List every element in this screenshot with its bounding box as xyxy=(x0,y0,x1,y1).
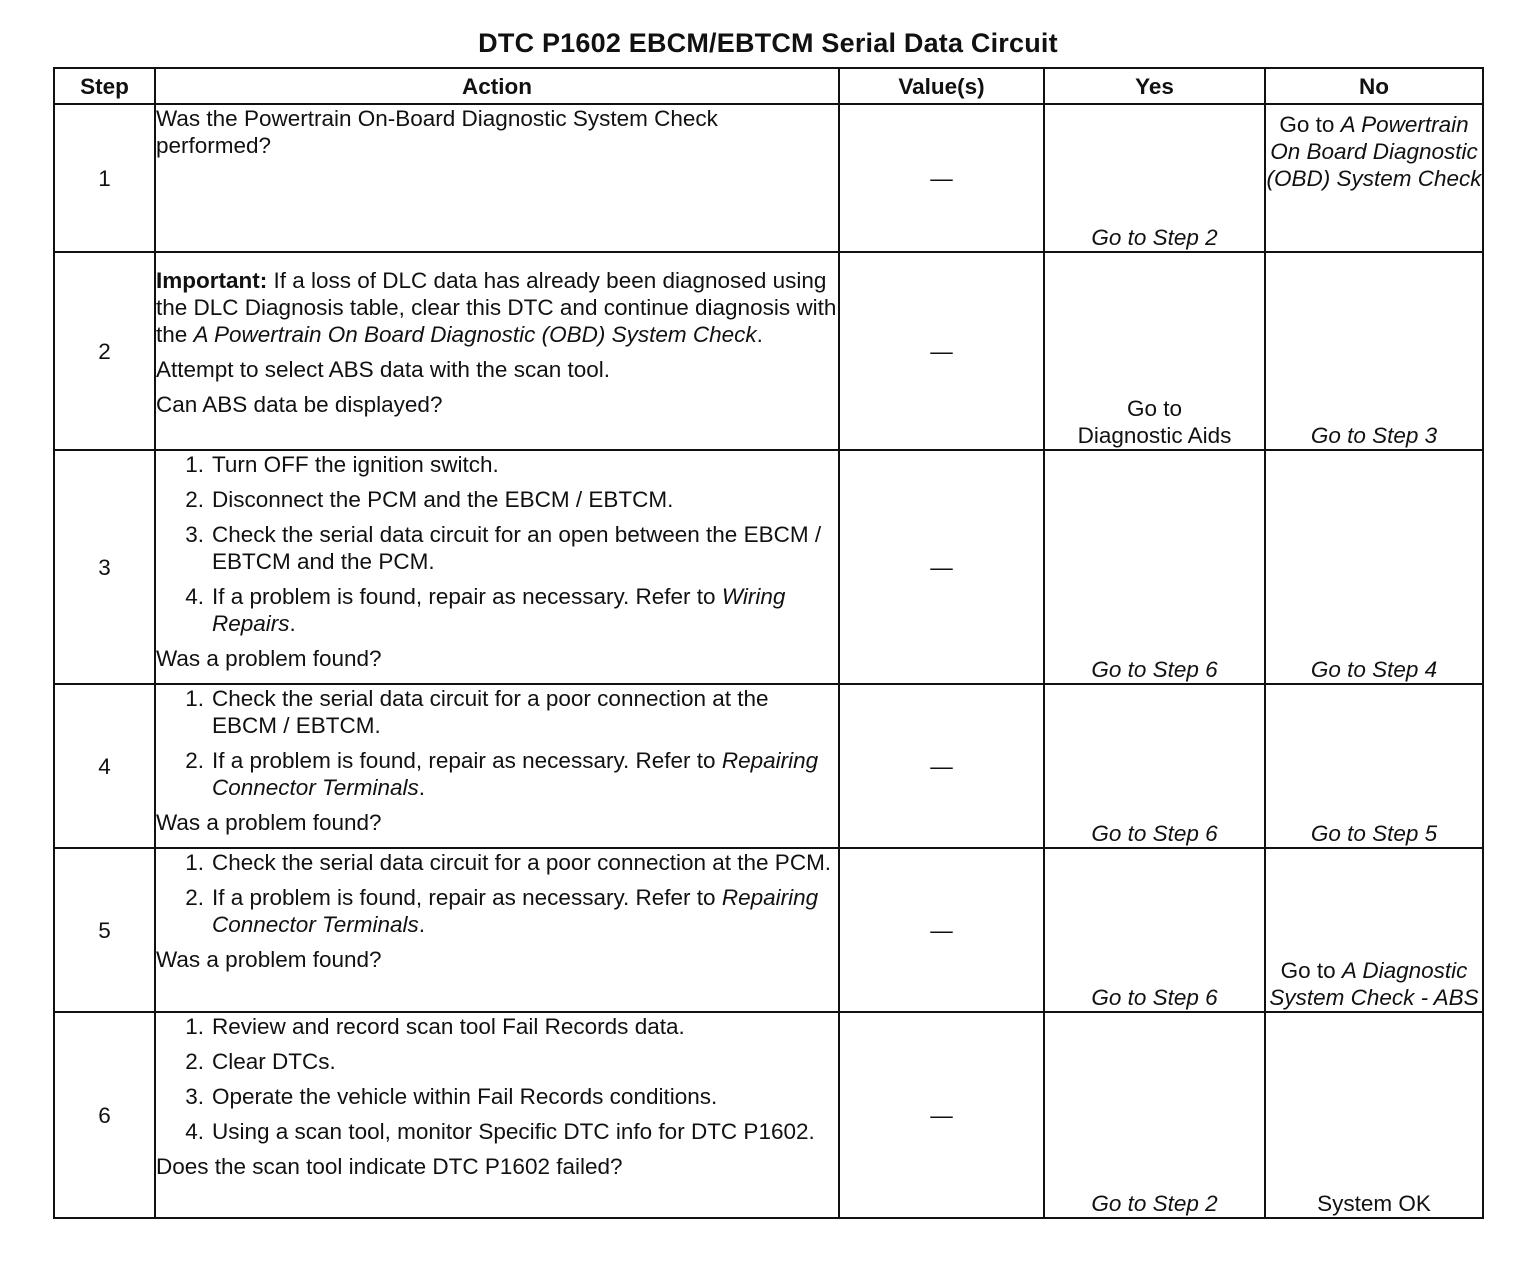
list-number: 1. xyxy=(185,452,204,477)
list-item xyxy=(156,1048,838,1075)
list-end: . xyxy=(418,775,426,800)
list-number: 2. xyxy=(185,1049,204,1074)
value-cell: — xyxy=(839,1012,1044,1218)
table-row-step-3 xyxy=(54,450,1483,684)
no-link[interactable]: Go to Step 3 xyxy=(1310,423,1438,448)
list-ref[interactable]: Repairing Connector Terminals xyxy=(212,885,819,937)
action-question: Was a problem found? xyxy=(156,810,382,835)
step-number: 1 xyxy=(54,104,155,252)
yes-cell xyxy=(1044,1012,1265,1218)
yes-cell xyxy=(1044,684,1265,848)
list-item xyxy=(156,849,838,876)
step-number: 5 xyxy=(54,848,155,1012)
header-action: Action xyxy=(155,68,839,104)
no-link[interactable]: Go to Step 4 xyxy=(1310,657,1438,682)
action-cell xyxy=(155,1012,839,1218)
page-title: DTC P1602 EBCM/EBTCM Serial Data Circuit xyxy=(478,28,1058,58)
list-text: Check the serial data circuit for a poor connection at the EBCM / EBTCM. xyxy=(212,686,769,738)
list-item xyxy=(156,747,838,801)
header-row xyxy=(54,68,1483,104)
list-ref[interactable]: Wiring Repairs xyxy=(212,584,786,636)
list-item xyxy=(156,1118,838,1145)
important-note xyxy=(156,267,838,348)
yes-cell xyxy=(1044,848,1265,1012)
action-question: Does the scan tool indicate DTC P1602 failed? xyxy=(156,1154,623,1179)
important-text: If a loss of DLC data has already been diagnosed using the DLC Diagnosis table, clear this DTC and continue diagnosis with the xyxy=(156,268,837,347)
action-note: Attempt to select ABS data with the scan tool. xyxy=(156,357,610,382)
no-link[interactable]: A Diagnostic System Check - ABS xyxy=(1269,958,1479,1010)
no-cell xyxy=(1265,252,1483,450)
table-row-step-1 xyxy=(54,104,1483,252)
no-cell xyxy=(1265,104,1483,252)
important-label: Important: xyxy=(156,268,268,293)
action-cell xyxy=(155,104,839,252)
list-item xyxy=(156,884,838,938)
yes-link[interactable]: Go to Step 2 xyxy=(1091,1191,1218,1216)
list-number: 3. xyxy=(185,1084,204,1109)
list-item xyxy=(156,451,838,478)
action-question: Was the Powertrain On-Board Diagnostic System Check performed? xyxy=(156,106,718,158)
header-no: No xyxy=(1265,68,1483,104)
list-text-wrap xyxy=(212,884,838,938)
action-cell xyxy=(155,252,839,450)
list-number: 4. xyxy=(185,584,204,609)
list-text: Check the serial data circuit for a poor connection at the PCM. xyxy=(212,850,832,875)
list-ref[interactable]: Repairing Connector Terminals xyxy=(212,748,819,800)
yes-prefix: Go to xyxy=(1126,396,1183,421)
action-question: Was a problem found? xyxy=(156,646,382,671)
table-row-step-2 xyxy=(54,252,1483,450)
list-item xyxy=(156,583,838,637)
action-question: Can ABS data be displayed? xyxy=(156,392,443,417)
value-cell: — xyxy=(839,450,1044,684)
step-number: 2 xyxy=(54,252,155,450)
action-cell xyxy=(155,848,839,1012)
no-link[interactable]: Go to Step 5 xyxy=(1310,821,1438,846)
list-text: Review and record scan tool Fail Records data. xyxy=(212,1014,685,1039)
list-number: 1. xyxy=(185,686,204,711)
dtc-table xyxy=(53,67,1484,1219)
table-row-step-4 xyxy=(54,684,1483,848)
yes-link[interactable]: Go to Step 6 xyxy=(1091,985,1218,1010)
list-text-wrap xyxy=(212,747,838,801)
step-number: 4 xyxy=(54,684,155,848)
important-end: . xyxy=(756,322,763,347)
list-item xyxy=(156,1013,838,1040)
no-cell xyxy=(1265,684,1483,848)
list-text: If a problem is found, repair as necessary. Refer to xyxy=(212,748,722,773)
yes-link[interactable]: Go to Step 6 xyxy=(1091,821,1218,846)
yes-link[interactable]: Diagnostic Aids xyxy=(1077,423,1232,448)
list-number: 1. xyxy=(185,850,204,875)
no-result: System OK xyxy=(1317,1191,1431,1216)
list-text: Disconnect the PCM and the EBCM / EBTCM. xyxy=(212,487,674,512)
header-yes: Yes xyxy=(1044,68,1265,104)
list-text: If a problem is found, repair as necessary. Refer to xyxy=(212,885,722,910)
list-number: 2. xyxy=(185,487,204,512)
action-question: Was a problem found? xyxy=(156,947,382,972)
action-cell xyxy=(155,684,839,848)
action-cell xyxy=(155,450,839,684)
no-prefix: Go to xyxy=(1279,112,1341,137)
no-link[interactable]: A Powertrain On Board Diagnostic (OBD) System Check xyxy=(1266,112,1482,191)
no-cell xyxy=(1265,1012,1483,1218)
list-text: If a problem is found, repair as necessary. Refer to xyxy=(212,584,722,609)
list-end: . xyxy=(418,912,426,937)
list-item xyxy=(156,1083,838,1110)
header-values: Value(s) xyxy=(839,68,1044,104)
list-item xyxy=(156,685,838,739)
list-text: Clear DTCs. xyxy=(212,1049,336,1074)
step-number: 3 xyxy=(54,450,155,684)
value-cell: — xyxy=(839,252,1044,450)
table-row-step-5 xyxy=(54,848,1483,1012)
list-number: 1. xyxy=(185,1014,204,1039)
value-cell: — xyxy=(839,684,1044,848)
list-number: 3. xyxy=(185,522,204,547)
step-number: 6 xyxy=(54,1012,155,1218)
important-ref[interactable]: A Powertrain On Board Diagnostic (OBD) System Check xyxy=(193,322,757,347)
value-cell: — xyxy=(839,104,1044,252)
yes-link[interactable]: Go to Step 2 xyxy=(1091,225,1218,250)
list-text: Operate the vehicle within Fail Records conditions. xyxy=(212,1084,718,1109)
list-text: Turn OFF the ignition switch. xyxy=(212,452,499,477)
yes-cell xyxy=(1044,252,1265,450)
no-prefix: Go to xyxy=(1280,958,1342,983)
list-number: 2. xyxy=(185,748,204,773)
list-item xyxy=(156,521,838,575)
list-number: 4. xyxy=(185,1119,204,1144)
no-cell xyxy=(1265,450,1483,684)
list-item xyxy=(156,486,838,513)
yes-link[interactable]: Go to Step 6 xyxy=(1091,657,1218,682)
yes-cell xyxy=(1044,104,1265,252)
no-cell xyxy=(1265,848,1483,1012)
list-text-wrap xyxy=(212,583,838,637)
list-number: 2. xyxy=(185,885,204,910)
header-step: Step xyxy=(54,68,155,104)
list-end: . xyxy=(289,611,296,636)
value-cell: — xyxy=(839,848,1044,1012)
table-row-step-6 xyxy=(54,1012,1483,1218)
list-text: Using a scan tool, monitor Specific DTC info for DTC P1602. xyxy=(212,1119,815,1144)
yes-cell xyxy=(1044,450,1265,684)
list-text: Check the serial data circuit for an open between the EBCM / EBTCM and the PCM. xyxy=(212,522,822,574)
